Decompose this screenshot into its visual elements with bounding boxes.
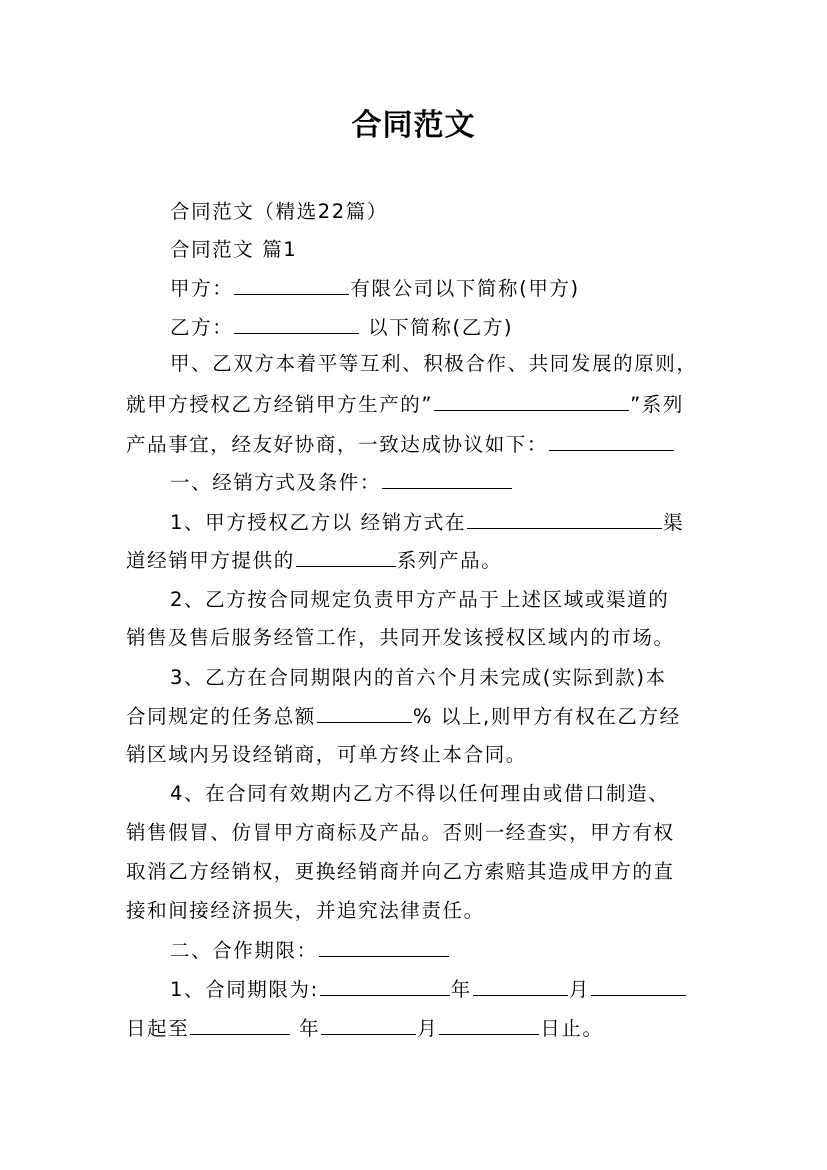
line-text: 日起至	[126, 1017, 190, 1040]
paragraph-line	[126, 819, 706, 847]
fill-in-blank	[190, 1014, 290, 1035]
paragraph-line	[170, 975, 706, 1004]
fill-in-blank	[382, 468, 512, 489]
document-title: 合同范文	[351, 108, 476, 143]
line-text: % 以上,则甲方有权在乙方经	[412, 705, 681, 728]
paragraph-line	[126, 546, 706, 575]
line-text: 1、甲方授权乙方以 经销方式在	[170, 511, 467, 534]
paragraph-line	[170, 586, 706, 614]
fill-in-blank	[439, 1014, 539, 1035]
fill-in-blank	[234, 313, 359, 334]
fill-in-blank	[319, 936, 449, 957]
fill-in-blank	[321, 1014, 416, 1035]
line-text: 合同范文（精选22篇）	[170, 200, 388, 223]
line-text: 产品事宜，经友好协商，一致达成协议如下：	[126, 433, 549, 456]
paragraph-line	[170, 198, 706, 226]
paragraph-line	[170, 664, 706, 692]
line-text: 销区域内另设经销商，可单方终止本合同。	[126, 743, 527, 766]
paragraph-line	[170, 313, 706, 342]
line-text: 日止。	[540, 1017, 604, 1040]
paragraph-line	[126, 1014, 706, 1043]
line-text: 4、在合同有效期内乙方不得以任何理由或借口制造、	[170, 782, 670, 805]
line-text: 月	[568, 978, 590, 1001]
fill-in-blank	[234, 274, 349, 295]
line-text: 3、乙方在合同期限内的首六个月未完成(实际到款)本	[170, 666, 667, 689]
paragraph-line	[170, 236, 706, 264]
line-text: 合同规定的任务总额	[126, 705, 316, 728]
line-text: 乙方：	[170, 316, 234, 339]
line-text: 系列产品。	[396, 549, 503, 572]
line-text: 一、经销方式及条件：	[170, 471, 382, 494]
line-text: 二、合作期限：	[170, 939, 318, 962]
line-text: 渠	[663, 511, 685, 534]
line-text: 2、乙方按合同规定负责甲方产品于上述区域或渠道的	[170, 588, 670, 611]
fill-in-blank	[317, 702, 412, 723]
line-text: 合同范文 篇1	[170, 238, 298, 261]
paragraph-line	[126, 390, 706, 419]
line-text: 以下简称(乙方)	[360, 316, 514, 339]
line-text: 1、合同期限为:	[170, 978, 319, 1001]
paragraph-line	[126, 741, 706, 769]
paragraph-line	[126, 858, 706, 886]
line-text: 月	[417, 1017, 439, 1040]
fill-in-blank	[434, 390, 629, 411]
paragraph-line	[170, 508, 706, 537]
line-text: 甲方：	[170, 277, 234, 300]
paragraph-line	[126, 430, 706, 459]
line-text: 接和间接经济损失，并追究法律责任。	[126, 899, 485, 922]
line-text: 年	[450, 978, 472, 1001]
paragraph-line	[126, 897, 706, 925]
paragraph-line	[126, 702, 706, 731]
section-heading	[170, 468, 706, 497]
line-text: 销售及售后服务经管工作，共同开发该授权区域内的市场。	[126, 626, 675, 649]
fill-in-blank	[549, 430, 674, 451]
line-text: 道经销甲方提供的	[126, 549, 295, 572]
fill-in-blank	[467, 508, 662, 529]
line-text: 甲、乙双方本着平等互利、积极合作、共同发展的原则，	[170, 352, 698, 375]
fill-in-blank	[296, 546, 396, 567]
line-text: 销售假冒、仿冒甲方商标及产品。否则一经查实，甲方有权	[126, 821, 675, 844]
line-text: 有限公司以下简称(甲方)	[350, 277, 580, 300]
section-heading	[170, 936, 706, 965]
paragraph-line	[170, 780, 706, 808]
line-text: 就甲方授权乙方经销甲方生产的”	[126, 393, 434, 416]
fill-in-blank	[320, 975, 450, 996]
paragraph-line	[170, 274, 706, 303]
line-text: 取消乙方经销权，更换经销商并向乙方索赔其造成甲方的直	[126, 860, 675, 883]
line-text: 年	[291, 1017, 321, 1040]
paragraph-line	[170, 350, 706, 378]
fill-in-blank	[473, 975, 568, 996]
fill-in-blank	[591, 975, 686, 996]
line-text: ”系列	[630, 393, 685, 416]
paragraph-line	[126, 624, 706, 652]
